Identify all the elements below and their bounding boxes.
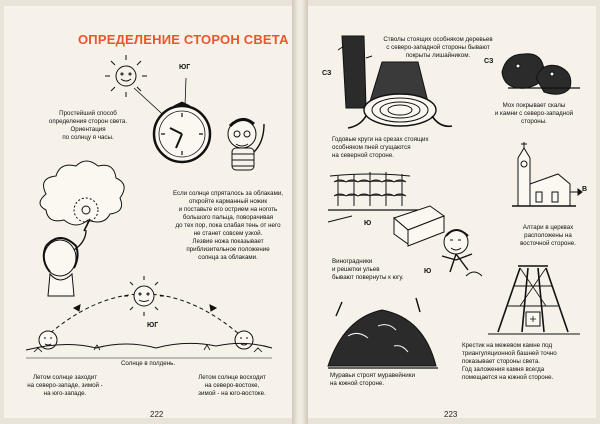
south-label-vineyard: Ю <box>364 220 372 227</box>
page-number: 223 <box>444 410 458 419</box>
caption-knife: Если солнце спряталось за облаками, откройте карманный ножик и поставьте его острием на ноготь большого пальца, поворачивая до тех пор, пока слабая тень от него не станет совсем узкой. Лезвие ножа показывает приблизительное положение солнца за облаками. <box>172 190 284 261</box>
rocks-icon <box>502 54 580 94</box>
south-label: ЮГ <box>179 64 191 71</box>
south-label-hive: Ю <box>424 268 432 275</box>
church-icon <box>512 142 582 206</box>
caption-clock: Простейший способ определения сторон света. Ориентация по солнцу я часы. <box>48 110 128 141</box>
caption-altars: Алтари в церквах расположены на восточной стороне. <box>520 224 576 247</box>
caption-sunrise: Летом солнце восходит на северо-востоке, зимой - на юго-востоке. <box>198 374 266 397</box>
sun-icon <box>105 55 147 97</box>
caption-noon: Солнце в полдень. <box>120 360 176 367</box>
tree-stump-icon <box>338 36 372 108</box>
caption-rings: Годовые круги на срезах стоящих особняком пней сгущаются на северной стороне. <box>332 136 429 159</box>
right-page <box>308 6 596 418</box>
east-label: В <box>582 186 588 193</box>
clock-icon <box>134 78 210 162</box>
caption-vineyards: Виноградники и решетки ульев бывают повернуты к югу. <box>332 258 404 281</box>
left-page <box>4 6 292 418</box>
girl-figure <box>44 219 90 296</box>
northwest-label-rocks: СЗ <box>484 58 494 65</box>
caption-sunset: Летом солнце заходит на северо-западе, зимой - на юго-западе. <box>27 374 103 397</box>
page-title: ОПРЕДЕЛЕНИЕ СТОРОН СВЕТА <box>78 32 289 47</box>
child-figure <box>442 230 482 276</box>
northwest-label-tree: СЗ <box>322 70 332 77</box>
caption-trunks: Стволы стоящих особняком деревьев с северо-западной стороны бывают покрыты лишайником. <box>383 36 493 59</box>
cloud-icon <box>40 161 124 225</box>
triangulation-tower-icon <box>488 266 580 334</box>
caption-ants: Муравьи строят муравейники на южной стороне. <box>330 372 415 387</box>
boy-figure <box>228 119 264 170</box>
page-number: 222 <box>150 410 164 419</box>
caption-tower: Крестик на межевом камне под триангуляционной башней точно показывает стороны света. Год заложения камня всегда помещается на южной стороне. <box>462 342 557 381</box>
landscape <box>26 343 272 358</box>
anthill-icon <box>328 298 438 368</box>
book-gutter <box>292 0 308 424</box>
south-label-arc: ЮГ <box>147 322 159 329</box>
beehive-icon <box>394 206 444 246</box>
caption-moss: Мох покрывает скалы и камни с северо-западной стороны. <box>494 102 574 125</box>
